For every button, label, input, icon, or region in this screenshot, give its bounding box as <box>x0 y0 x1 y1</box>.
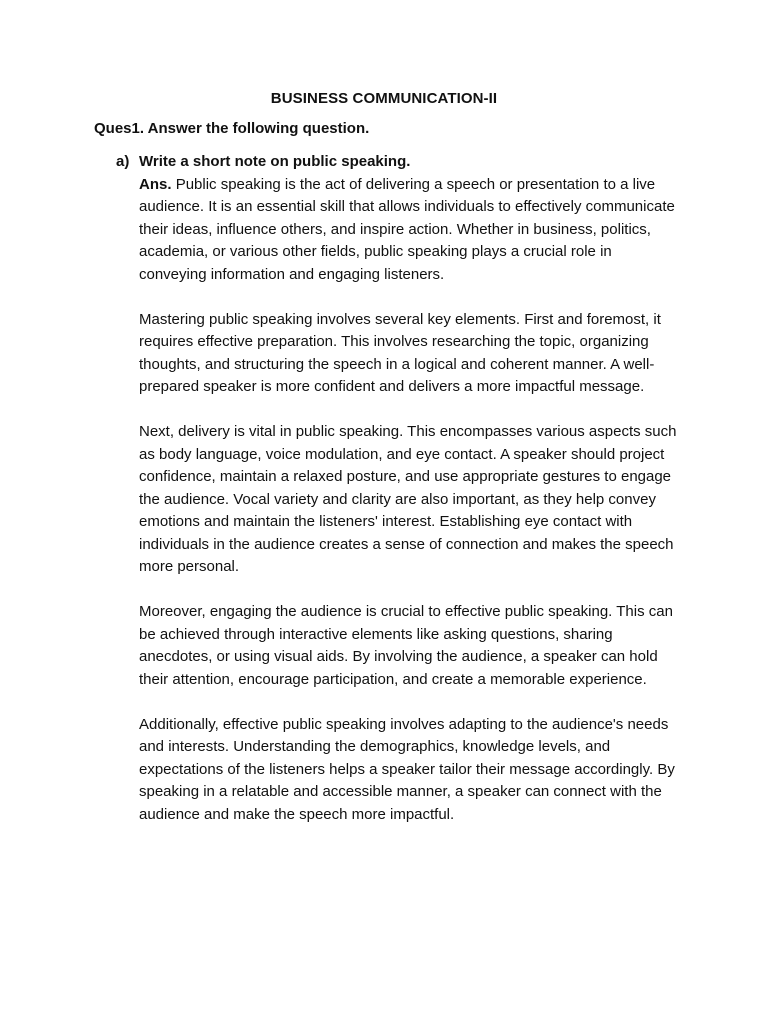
answer-label: Ans. <box>139 175 172 193</box>
subquestion-title: Write a short note on public speaking. <box>139 153 411 170</box>
answer-paragraph: Additionally, effective public speaking involves adapting to the audience's needs and interests. Understanding the demographics, knowledge levels, and expectations of the listeners helps a speaker tailor their message accordingly. By speaking in a relatable and accessible manner, a speaker can connect with the audience and make the speech more impactful. <box>139 715 675 823</box>
answer-paragraph <box>139 174 679 287</box>
answer-paragraph: Moreover, engaging the audience is crucial to effective public speaking. This can be achieved through interactive elements like asking questions, sharing anecdotes, or using visual aids. By involving the audience, a speaker can hold their attention, encourage participation, and create a memorable experience. <box>139 603 673 688</box>
answer-paragraph-text: Public speaking is the act of delivering a speech or presentation to a live audience. It is an essential skill that allows individuals to effectively communicate their ideas, influence others, and inspire action. Whether in business, politics, academia, or various other fields, public speaking plays a crucial role in conveying information and engaging listeners. <box>139 175 675 283</box>
answer-paragraph: Mastering public speaking involves several key elements. First and foremost, it requires effective preparation. This involves researching the topic, organizing thoughts, and structuring the speech in a logical and coherent manner. A well-prepared speaker is more confident and delivers a more impactful message. <box>139 310 661 395</box>
question-heading: Ques1. Answer the following question. <box>94 120 370 137</box>
answer-body <box>139 151 679 849</box>
document-title: BUSINESS COMMUNICATION-II <box>270 90 498 107</box>
answer-paragraph: Next, delivery is vital in public speaking. This encompasses various aspects such as body language, voice modulation, and eye contact. A speaker should project confidence, maintain a relaxed posture, and use appropriate gestures to engage the audience. Vocal variety and clarity are also important, as they help convey emotions and maintain the listeners' interest. Establishing eye contact with individuals in the audience creates a sense of connection and makes the speech more personal. <box>139 423 677 575</box>
subquestion-marker: a) <box>116 153 130 170</box>
